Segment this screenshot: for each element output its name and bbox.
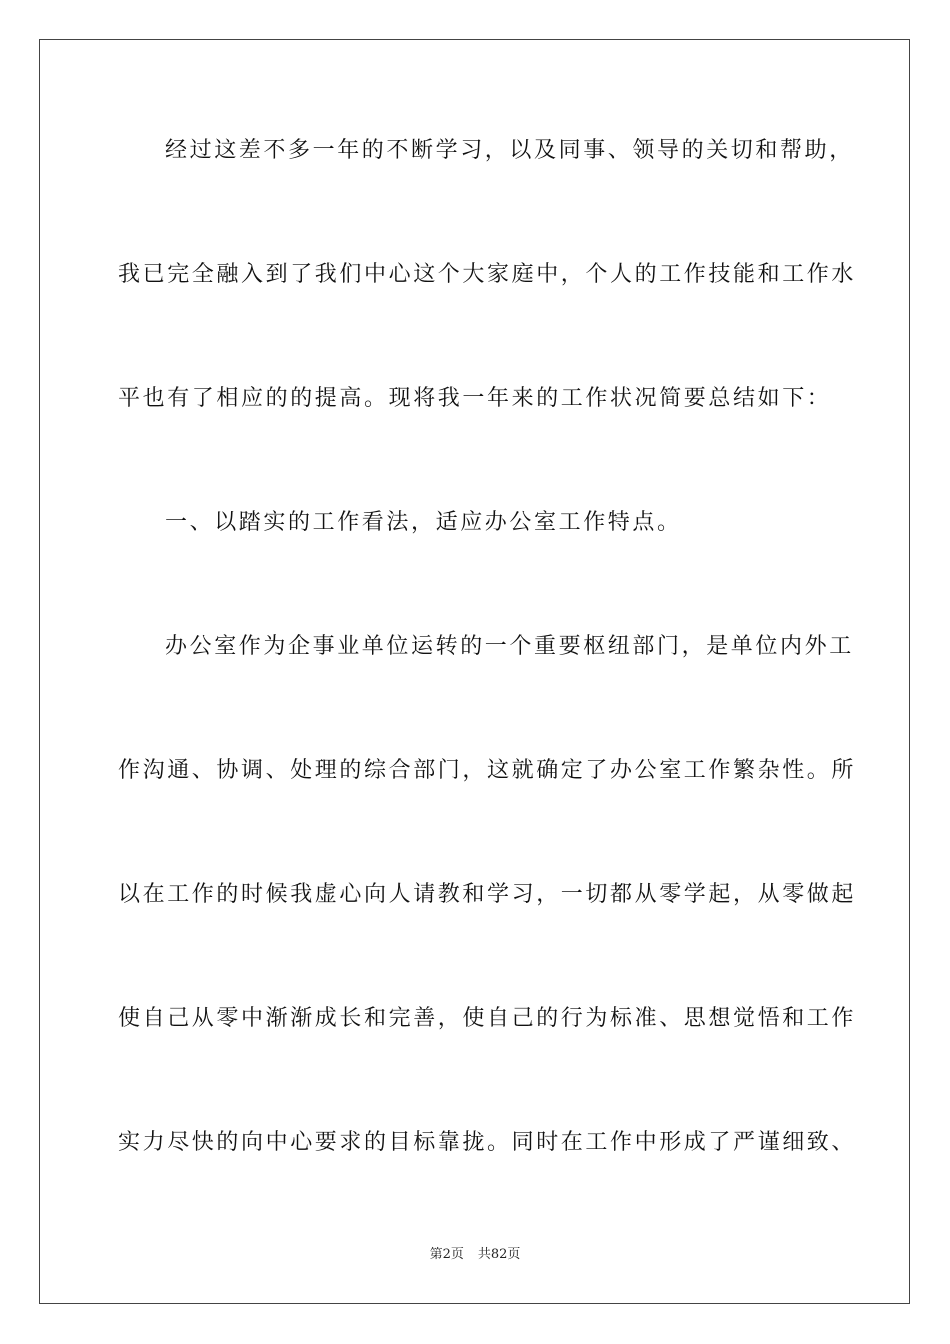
page-frame	[39, 39, 910, 1304]
body-line-3: 平也有了相应的的提高。现将我一年来的工作状况简要总结如下：	[118, 386, 832, 411]
body-line-5: 办公室作为企事业单位运转的一个重要枢纽部门，是单位内外工	[165, 634, 854, 659]
section-heading-1: 一、以踏实的工作看法，适应办公室工作特点。	[165, 510, 682, 535]
body-line-8: 使自己从零中渐渐成长和完善，使自己的行为标准、思想觉悟和工作	[118, 1006, 857, 1031]
page-number: 第2页	[429, 1247, 464, 1262]
body-line-6: 作沟通、协调、处理的综合部门，这就确定了办公室工作繁杂性。所	[118, 758, 857, 783]
page-total: 共82页	[477, 1247, 521, 1262]
body-line-1: 经过这差不多一年的不断学习，以及同事、领导的关切和帮助，	[165, 138, 854, 163]
body-line-7: 以在工作的时候我虚心向人请教和学习，一切都从零学起，从零做起	[118, 882, 857, 907]
body-line-2: 我已完全融入到了我们中心这个大家庭中，个人的工作技能和工作水	[118, 262, 857, 287]
page-footer	[0, 1246, 950, 1264]
body-line-9: 实力尽快的向中心要求的目标靠拢。同时在工作中形成了严谨细致、	[118, 1130, 857, 1155]
